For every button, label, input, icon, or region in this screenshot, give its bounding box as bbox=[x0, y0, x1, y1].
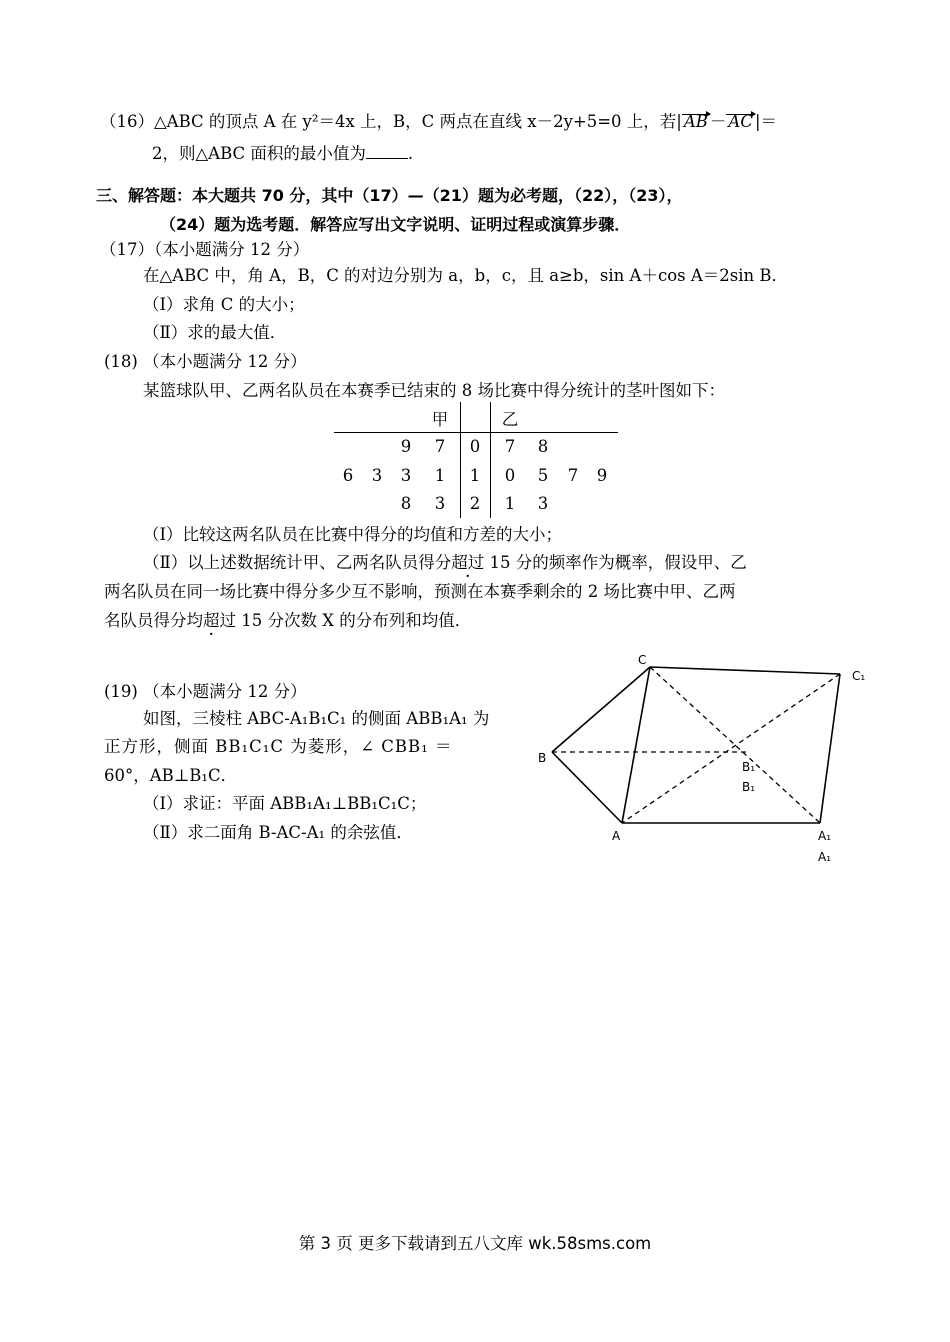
stem-leaf-hline bbox=[334, 432, 618, 433]
leaf-right: 9 bbox=[596, 466, 608, 485]
leaf-right: 7 bbox=[504, 437, 516, 456]
q19-header: (19) （本小题满分 12 分） bbox=[104, 682, 307, 701]
q16-line2 bbox=[152, 140, 413, 164]
label-b1-dup: B₁ bbox=[742, 780, 756, 794]
section3-heading-line2: （24）题为选考题．解答应写出文字说明、证明过程或演算步骤． bbox=[160, 215, 631, 234]
emphasis-both-over: 均超过 bbox=[186, 611, 236, 630]
q18-body: 某篮球队甲、乙两名队员在本赛季已结束的 8 场比赛中得分统计的茎叶图如下： bbox=[143, 381, 725, 400]
leaf-left: 7 bbox=[434, 437, 446, 456]
edge-c-a bbox=[622, 667, 650, 823]
q19-line2: 正方形，侧面 BB₁C₁C 为菱形，∠ CBB₁ ＝ bbox=[104, 737, 453, 756]
leaf-left: 9 bbox=[400, 437, 412, 456]
leaf-right: 8 bbox=[537, 437, 549, 456]
q18-part1: （Ⅰ）比较这两名队员在比赛中得分的均值和方差的大小； bbox=[143, 525, 563, 544]
leaf-right: 5 bbox=[537, 466, 549, 485]
section3-heading-line1: 三、解答题：本大题共 70 分，其中（17）—（21）题为必考题，（22），（23）， bbox=[96, 186, 683, 205]
q16-suffix: |＝ bbox=[754, 112, 778, 131]
label-b1: B₁ bbox=[742, 760, 756, 774]
edge-c-b bbox=[552, 667, 650, 752]
q16-prefix: （16）△ABC 的顶点 A 在 y²＝4x 上，B，C 两点在直线 x－2y+5=0 上，若| bbox=[100, 112, 682, 131]
leaf-left: 3 bbox=[400, 466, 412, 485]
q17-header: （17）（本小题满分 12 分） bbox=[100, 240, 310, 259]
edge-c1-a1 bbox=[820, 674, 840, 823]
q16-line1 bbox=[100, 108, 777, 132]
label-c1: C₁ bbox=[852, 669, 866, 683]
stem-leaf-vline-right bbox=[490, 402, 491, 518]
label-c: C bbox=[638, 653, 647, 667]
q18-part2-line2: 两名队员在同一场比赛中得分多少互不影响，预测在本赛季剩余的 2 场比赛中甲、乙两 bbox=[104, 582, 736, 601]
q17-part1: （Ⅰ）求角 C 的大小； bbox=[143, 295, 305, 314]
edge-b-a bbox=[552, 752, 622, 823]
leaf-right: 0 bbox=[504, 466, 516, 485]
q19-line1: 如图，三棱柱 ABC-A₁B₁C₁ 的侧面 ABB₁A₁ 为 bbox=[143, 709, 490, 728]
stem-leaf-vline-left bbox=[460, 402, 461, 518]
leaf-right: 3 bbox=[537, 494, 549, 513]
q18-part2-line1-b: 15 分的频率作为概率，假设甲、乙 bbox=[484, 553, 747, 572]
stem: 1 bbox=[469, 466, 481, 485]
q19-line3: 60°，AB⊥B₁C． bbox=[104, 766, 238, 785]
q16-line2-end: . bbox=[407, 144, 414, 163]
edge-c-c1 bbox=[650, 667, 840, 674]
vector-ac: AC bbox=[728, 112, 753, 131]
q18-part2-line1-a: （Ⅱ）以上述数据统计甲、乙两名队员得分 bbox=[143, 553, 452, 572]
leaf-left: 3 bbox=[434, 494, 446, 513]
stem-leaf-table bbox=[334, 402, 618, 518]
label-a1: A₁ bbox=[818, 829, 832, 843]
stem: 2 bbox=[469, 494, 481, 513]
q19-part2: （Ⅱ）求二面角 B-AC-A₁ 的余弦值． bbox=[143, 823, 413, 842]
emphasis-over-15: 超过 bbox=[451, 553, 485, 572]
q19-part1: （Ⅰ）求证：平面 ABB₁A₁⊥BB₁C₁C； bbox=[143, 794, 427, 813]
leaf-left: 8 bbox=[400, 494, 412, 513]
prism-figure bbox=[530, 650, 890, 880]
q18-header: (18) （本小题满分 12 分） bbox=[104, 352, 307, 371]
leaf-right: 7 bbox=[567, 466, 579, 485]
label-b: B bbox=[538, 751, 547, 765]
vector-ab: AB bbox=[683, 112, 708, 131]
leaf-left: 3 bbox=[371, 466, 383, 485]
q18-part2-line3-a: 名队员得分 bbox=[104, 611, 187, 630]
answer-blank bbox=[366, 144, 408, 159]
edge-c1-a bbox=[622, 674, 840, 823]
label-a: A bbox=[612, 829, 621, 843]
stem-leaf-header-right: 乙 bbox=[501, 410, 519, 429]
q18-part2-line3 bbox=[104, 607, 471, 631]
q17-body: 在△ABC 中，角 A，B，C 的对边分别为 a，b，c，且 a≥b，sin A＋cos A＝2sin B． bbox=[143, 266, 788, 285]
q18-part2-line3-b: 15 分次数 X 的分布列和均值． bbox=[236, 611, 472, 630]
q18-part2-line1 bbox=[143, 549, 747, 573]
q16-line2-text: 2，则△ABC 面积的最小值为 bbox=[152, 144, 366, 163]
label-a1-dup: A₁ bbox=[818, 850, 832, 864]
leaf-right: 1 bbox=[504, 494, 516, 513]
leaf-left: 1 bbox=[434, 466, 446, 485]
leaf-left: 6 bbox=[342, 466, 354, 485]
stem: 0 bbox=[469, 437, 481, 456]
stem-leaf-header-left: 甲 bbox=[431, 410, 449, 429]
page-footer: 第 3 页 更多下载请到五八文库 wk.58sms.com bbox=[298, 1234, 652, 1253]
q17-part2: （Ⅱ）求的最大值． bbox=[143, 323, 287, 342]
q16-minus: － bbox=[709, 112, 727, 131]
